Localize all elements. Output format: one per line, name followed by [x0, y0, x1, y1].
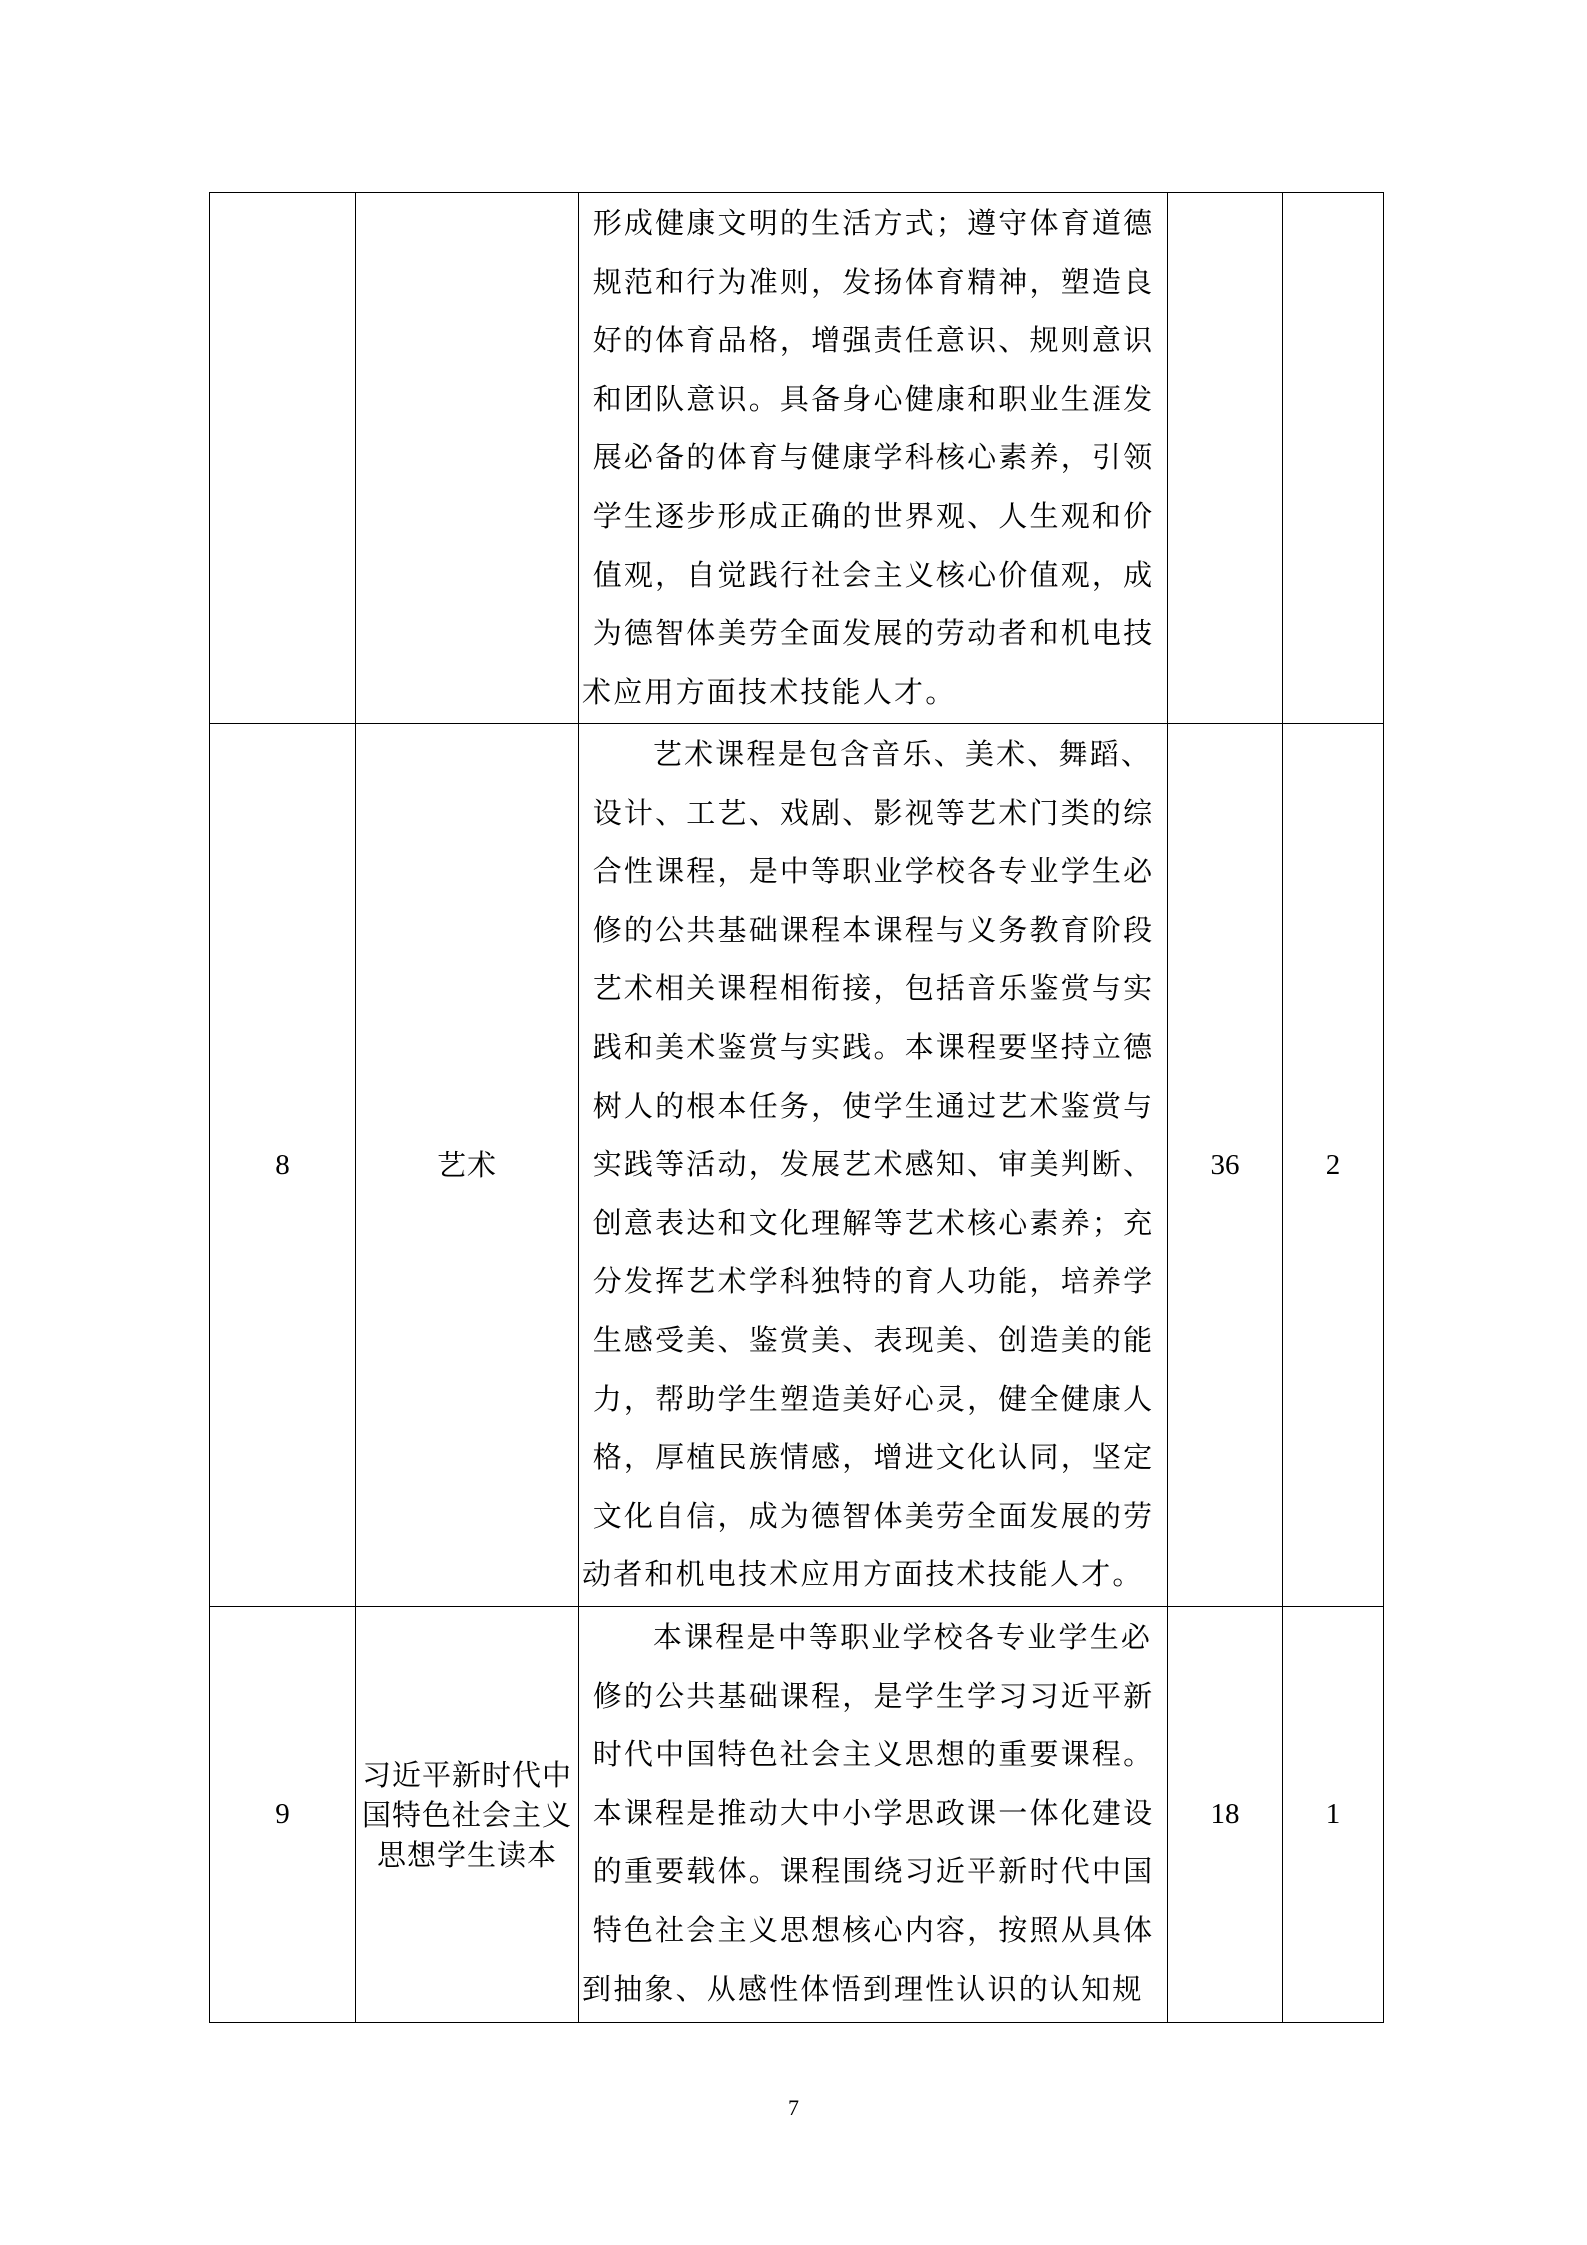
- course-name-cell: [356, 1607, 579, 2023]
- course-description-cell: [579, 193, 1168, 724]
- course-hours-cell: 18: [1168, 1607, 1283, 2023]
- course-table: [209, 192, 1384, 2023]
- course-credits-cell: 1: [1283, 1607, 1384, 2023]
- course-number-cell: 9: [210, 1607, 356, 2023]
- course-description-text: 形成健康文明的生活方式；遵守体育道德规范和行为准则，发扬体育精神，塑造良好的体育品格，增强责任意识、规则意识和团队意识。具备身心健康和职业生涯发展必备的体育与健康学科核心素养，引领学生逐步形成正确的世界观、人生观和价值观，自觉践行社会主义核心价值观，成为德智体美劳全面发展的劳动者和机电技术应用方面技术技能人才。: [582, 206, 1155, 709]
- course-description-cell: [579, 724, 1168, 1607]
- course-credits-cell: 2: [1283, 724, 1384, 1607]
- course-credits-cell: [1283, 193, 1384, 724]
- course-name-text: 习近平新时代中国特色社会主义思想学生读本: [362, 1757, 573, 1872]
- course-description-cell: [579, 1607, 1168, 2023]
- course-description-text: 艺术课程是包含音乐、美术、舞蹈、设计、工艺、戏剧、影视等艺术门类的综合性课程，是中等职业学校各专业学生必修的公共基础课程本课程与义务教育阶段艺术相关课程相衔接，包括音乐鉴赏与实践和美术鉴赏与实践。本课程要坚持立德树人的根本任务，使学生通过艺术鉴赏与实践等活动，发展艺术感知、审美判断、创意表达和文化理解等艺术核心素养；充分发挥艺术学科独特的育人功能，培养学生感受美、鉴赏美、表现美、创造美的能力，帮助学生塑造美好心灵，健全健康人格，厚植民族情感，增进文化认同，坚定文化自信，成为德智体美劳全面发展的劳动者和机电技术应用方面技术技能人才。: [582, 737, 1155, 1592]
- table-row: [210, 193, 1384, 724]
- course-description-text: 本课程是中等职业学校各专业学生必修的公共基础课程，是学生学习习近平新时代中国特色社会主义思想的重要课程。本课程是推动大中小学思政课一体化建设的重要载体。课程围绕习近平新时代中国特色社会主义思想核心内容，按照从具体到抽象、从感性体悟到理性认识的认知规: [582, 1620, 1155, 2006]
- table-row: [210, 1607, 1384, 2023]
- course-name-cell: [356, 193, 579, 724]
- course-hours-cell: 36: [1168, 724, 1283, 1607]
- page-number: 7: [788, 2095, 799, 2120]
- course-hours-cell: [1168, 193, 1283, 724]
- course-number-cell: 8: [210, 724, 356, 1607]
- course-number-cell: [210, 193, 356, 724]
- course-name-cell: 艺术: [356, 724, 579, 1607]
- table-row: [210, 724, 1384, 1607]
